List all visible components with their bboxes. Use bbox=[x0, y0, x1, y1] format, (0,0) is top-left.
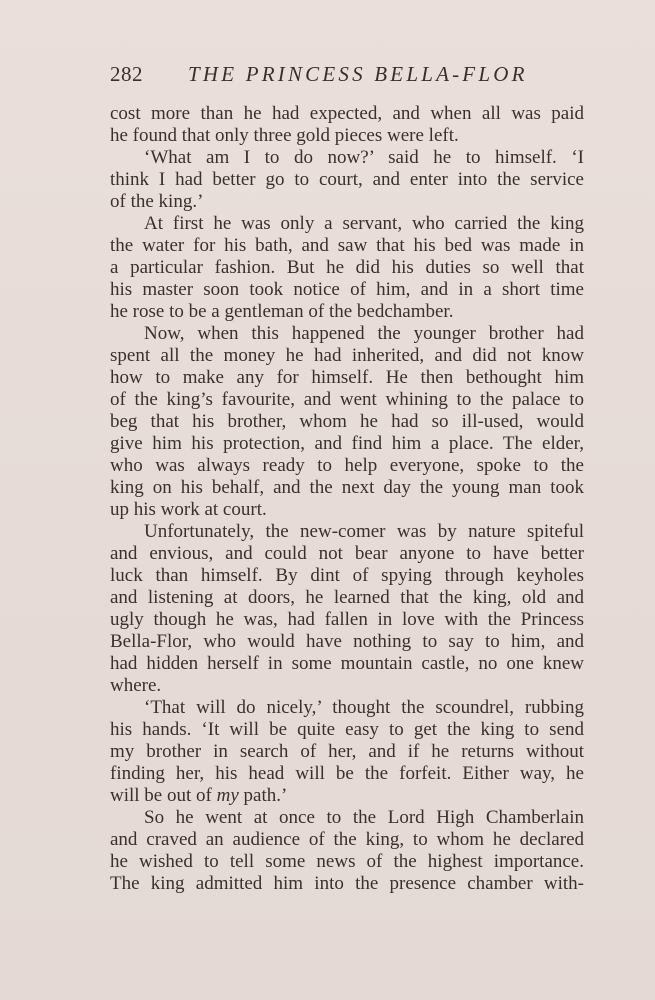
text-line: a particular fashion. But he did his duties so well that bbox=[110, 257, 584, 278]
text-line: Now, when this happened the younger brother had bbox=[144, 323, 584, 344]
text-line: and envious, and could not bear anyone to have better bbox=[110, 543, 584, 564]
text-line: he wished to tell some news of the highest importance. bbox=[110, 851, 584, 872]
text-line: finding her, his head will be the forfeit. Either way, he bbox=[110, 763, 584, 784]
text-line: Unfortunately, the new-comer was by nature spiteful bbox=[144, 521, 584, 542]
text-line: of the king.’ bbox=[110, 191, 204, 212]
text-line: So he went at once to the Lord High Chamberlain bbox=[144, 807, 584, 828]
text-line: cost more than he had expected, and when all was paid bbox=[110, 103, 584, 124]
text-line: ugly though he was, had fallen in love with the Princess bbox=[110, 609, 584, 630]
text-line: give him his protection, and find him a place. The elder, bbox=[110, 433, 584, 454]
body-text bbox=[110, 103, 584, 895]
page-number: 282 bbox=[110, 62, 143, 86]
text-line: king on his behalf, and the next day the young man took bbox=[110, 477, 584, 498]
text-line: luck than himself. By dint of spying through keyholes bbox=[110, 565, 584, 586]
text-line: beg that his brother, whom he had so ill-used, would bbox=[110, 411, 584, 432]
text-line: think I had better go to court, and enter into the service bbox=[110, 169, 584, 190]
text-line bbox=[110, 785, 584, 807]
text-line: The king admitted him into the presence chamber with- bbox=[110, 873, 584, 894]
text-line: spent all the money he had inherited, and did not know bbox=[110, 345, 584, 366]
text-line: his master soon took notice of him, and in a short time bbox=[110, 279, 584, 300]
running-head bbox=[110, 62, 585, 90]
text-line: my brother in search of her, and if he returns without bbox=[110, 741, 584, 762]
text-line: of the king’s favourite, and went whining to the palace to bbox=[110, 389, 584, 410]
text-line: Bella-Flor, who would have nothing to say to him, and bbox=[110, 631, 584, 652]
text-line: the water for his bath, and saw that his bed was made in bbox=[110, 235, 584, 256]
text-line: At first he was only a servant, who carried the king bbox=[144, 213, 584, 234]
text-line: who was always ready to help everyone, spoke to the bbox=[110, 455, 584, 476]
text-line: his hands. ‘It will be quite easy to get the king to send bbox=[110, 719, 584, 740]
text-line: ‘What am I to do now?’ said he to himself. ‘I bbox=[144, 147, 584, 168]
text-line: up his work at court. bbox=[110, 499, 267, 520]
book-title: THE PRINCESS BELLA-FLOR bbox=[188, 62, 528, 86]
line-text-before: will be out of bbox=[110, 785, 217, 806]
text-line: and listening at doors, he learned that the king, old and bbox=[110, 587, 584, 608]
text-line: he rose to be a gentleman of the bedchamber. bbox=[110, 301, 454, 322]
text-line: had hidden herself in some mountain castle, no one knew bbox=[110, 653, 584, 674]
emphasized-word: my bbox=[216, 785, 239, 806]
line-text-after: path.’ bbox=[238, 785, 288, 806]
text-line: he found that only three gold pieces were left. bbox=[110, 125, 459, 146]
text-line: and craved an audience of the king, to whom he declared bbox=[110, 829, 584, 850]
text-line: ‘That will do nicely,’ thought the scoundrel, rubbing bbox=[144, 697, 584, 718]
text-line: how to make any for himself. He then bethought him bbox=[110, 367, 584, 388]
text-line: where. bbox=[110, 675, 162, 696]
